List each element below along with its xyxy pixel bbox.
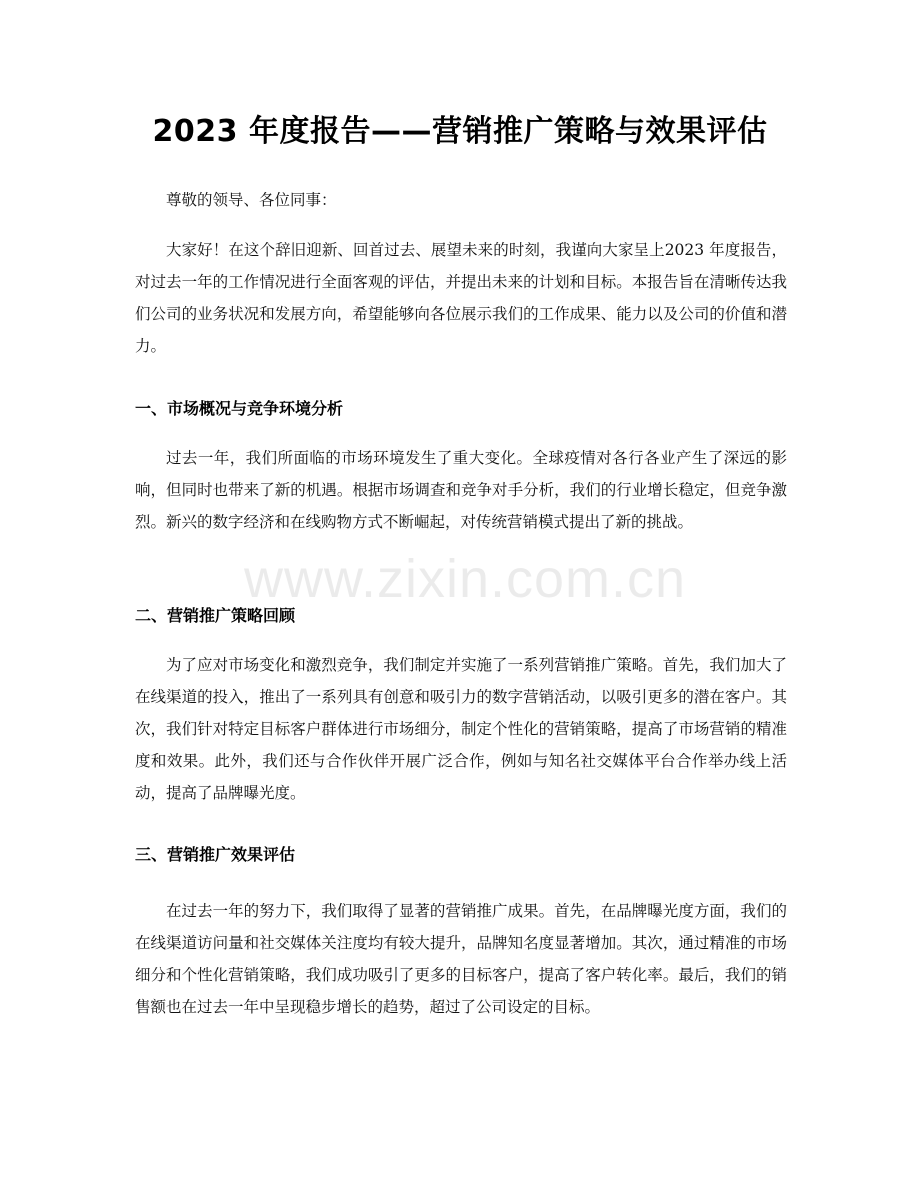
salutation: 尊敬的领导、各位同事： xyxy=(166,191,337,209)
intro-paragraph: 大家好！在这个辞旧迎新、回首过去、展望未来的时刻，我谨向大家呈上2023 年度报告，对过去一年的工作情况进行全面客观的评估，并提出未来的计划和目标。本报告旨在清晰传达我们公司的业务状况和发展方向，希望能够向各位展示我们的工作成果、能力以及公司的价值和潜力。 xyxy=(135,241,787,355)
section-3-heading: 三、营销推广效果评估 xyxy=(135,845,296,864)
section-1-heading: 一、市场概况与竞争环境分析 xyxy=(135,399,344,418)
section-3-body: 在过去一年的努力下，我们取得了显著的营销推广成果。首先，在品牌曝光度方面，我们的在线渠道访问量和社交媒体关注度均有较大提升，品牌知名度显著增加。其次，通过精准的市场细分和个性化营销策略，我们成功吸引了更多的目标客户，提高了客户转化率。最后，我们的销售额也在过去一年中呈现稳步增长的趋势，超过了公司设定的目标。 xyxy=(135,902,787,1016)
section-2-body: 为了应对市场变化和激烈竞争，我们制定并实施了一系列营销推广策略。首先，我们加大了在线渠道的投入，推出了一系列具有创意和吸引力的数字营销活动，以吸引更多的潜在客户。其次，我们针对特定目标客户群体进行市场细分，制定个性化的营销策略，提高了市场营销的精准度和效果。此外，我们还与合作伙伴开展广泛合作，例如与知名社交媒体平台合作举办线上活动，提高了品牌曝光度。 xyxy=(135,656,787,802)
section-1-body: 过去一年，我们所面临的市场环境发生了重大变化。全球疫情对各行各业产生了深远的影响，但同时也带来了新的机遇。根据市场调查和竞争对手分析，我们的行业增长稳定，但竞争激烈。新兴的数字经济和在线购物方式不断崛起，对传统营销模式提出了新的挑战。 xyxy=(135,449,787,531)
watermark: www.zixin.com.cn xyxy=(243,549,687,609)
document-title: 2023 年度报告——营销推广策略与效果评估 xyxy=(152,114,768,149)
section-2-heading: 二、营销推广策略回顾 xyxy=(135,606,296,625)
